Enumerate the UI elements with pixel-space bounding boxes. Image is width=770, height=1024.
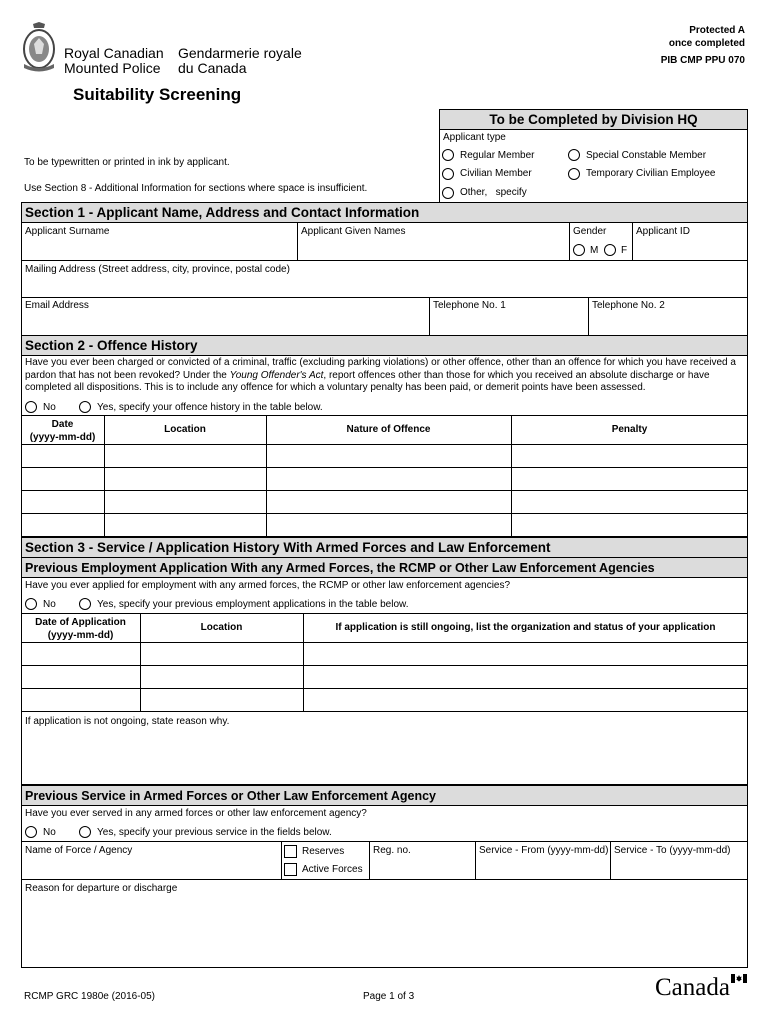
application-col-date-line2: (yyyy-mm-dd): [47, 630, 114, 641]
service-to-label: Service - To (yyyy-mm-dd): [614, 845, 731, 856]
intro-line2: Use Section 8 - Additional Information for sections where space is insufficient.: [24, 183, 368, 194]
special-constable-radio[interactable]: [568, 149, 580, 161]
surname-label: Applicant Surname: [25, 226, 110, 237]
section3-header: [21, 537, 748, 557]
protected-marking: [669, 24, 745, 50]
force-name-label: Name of Force / Agency: [25, 845, 133, 856]
force-name-input[interactable]: [22, 857, 280, 878]
section2-title: Section 2 - Offence History: [25, 338, 198, 353]
civilian-member-radio[interactable]: [442, 168, 454, 180]
regular-member-radio[interactable]: [442, 149, 454, 161]
section3-title: Section 3 - Service / Application History With Armed Forces and Law Enforcement: [25, 540, 551, 555]
protected-line1: Protected A: [689, 25, 745, 36]
offence-question-a: Have you ever been charged or convicted of a criminal, traffic (excluding parking violations) or other offence, other than an offence for which you have received a pardon that has not been revoked? Under the: [25, 357, 736, 381]
offence-yes-radio[interactable]: [79, 401, 91, 413]
not-ongoing-label: If application is not ongoing, state reason why.: [25, 716, 230, 727]
form-id: RCMP GRC 1980e (2016-05): [24, 991, 155, 1002]
gender-f-label: F: [621, 245, 628, 256]
applicant-id-input[interactable]: [633, 238, 747, 259]
regular-member-label: Regular Member: [460, 150, 535, 161]
temp-civilian-label: Temporary Civilian Employee: [586, 168, 716, 179]
service-yes-label: Yes, specify your previous service in the fields below.: [97, 827, 332, 838]
org-name-en-line1: Royal Canadian: [64, 45, 164, 61]
division-hq-title: To be Completed by Division HQ: [489, 112, 698, 127]
mailing-address-input[interactable]: [22, 276, 747, 296]
section3-sub1-header: [21, 557, 748, 577]
reserves-label: Reserves: [302, 846, 345, 857]
application-yes-label: Yes, specify your previous employment applications in the table below.: [97, 599, 409, 610]
canada-wordmark-text: Canada: [655, 974, 730, 1001]
application-yes-radio[interactable]: [79, 598, 91, 610]
offence-col-location: Location: [164, 424, 206, 435]
reserves-checkbox[interactable]: [284, 845, 297, 858]
offence-no-label: No: [43, 402, 56, 413]
application-no-label: No: [43, 599, 56, 610]
other-radio[interactable]: [442, 187, 454, 199]
service-to-input[interactable]: [611, 857, 747, 878]
offence-yes-label: Yes, specify your offence history in the table below.: [97, 402, 323, 413]
section2-header: [21, 335, 748, 355]
page-number: Page 1 of 3: [363, 991, 415, 1002]
telephone1-input[interactable]: [430, 312, 587, 336]
gender-m-label: M: [590, 245, 599, 256]
offence-question: [25, 357, 745, 395]
not-ongoing-input[interactable]: [22, 728, 747, 784]
offence-col-date-line2: (yyyy-mm-dd): [29, 432, 96, 443]
other-label: Other, specify: [460, 187, 527, 198]
applicant-id-label: Applicant ID: [636, 226, 690, 237]
surname-input[interactable]: [22, 238, 296, 259]
org-name-fr-line1: Gendarmerie royale: [178, 45, 302, 61]
temp-civilian-radio[interactable]: [568, 168, 580, 180]
canada-wordmark: [655, 974, 730, 1002]
division-hq-header: [439, 109, 748, 129]
service-from-input[interactable]: [476, 857, 609, 878]
active-forces-checkbox[interactable]: [284, 863, 297, 876]
given-names-input[interactable]: [298, 238, 568, 259]
telephone2-input[interactable]: [589, 312, 747, 336]
offence-table-body[interactable]: [22, 445, 747, 536]
given-names-label: Applicant Given Names: [301, 226, 406, 237]
telephone1-label: Telephone No. 1: [433, 300, 506, 311]
email-label: Email Address: [25, 300, 89, 311]
civilian-member-label: Civilian Member: [460, 168, 532, 179]
service-from-label: Service - From (yyyy-mm-dd): [479, 845, 609, 856]
section3-sub2-header: [21, 785, 748, 805]
reg-no-label: Reg. no.: [373, 845, 411, 856]
offence-question-b: , report offences other than those for which you received an absolute discharge or have completed all dispositions. This is to include any offence for which a voluntary penalty has been paid, or demerit points have been assessed.: [25, 369, 710, 393]
departure-input[interactable]: [22, 895, 747, 967]
offence-col-date: [21, 418, 104, 444]
protected-line2: once completed: [668, 38, 745, 49]
reg-no-input[interactable]: [370, 857, 474, 878]
offence-question-italic: Young Offender's Act: [229, 369, 324, 381]
offence-col-penalty: Penalty: [611, 424, 648, 435]
telephone2-label: Telephone No. 2: [592, 300, 665, 311]
special-constable-label: Special Constable Member: [586, 150, 707, 161]
section3-sub2-title: Previous Service in Armed Forces or Other Law Enforcement Agency: [25, 789, 437, 803]
service-no-label: No: [43, 827, 56, 838]
active-forces-label: Active Forces: [302, 864, 363, 875]
applicant-type-label: Applicant type: [443, 132, 506, 143]
application-col-date-line1: Date of Application: [35, 617, 126, 628]
sub1-question: Have you ever applied for employment with any armed forces, the RCMP or other law enforcement agencies?: [25, 580, 511, 591]
application-col-location: Location: [200, 622, 243, 633]
application-no-radio[interactable]: [25, 598, 37, 610]
offence-no-radio[interactable]: [25, 401, 37, 413]
service-yes-radio[interactable]: [79, 826, 91, 838]
departure-label: Reason for departure or discharge: [25, 883, 178, 894]
application-table-body[interactable]: [22, 643, 747, 710]
section1-title: Section 1 - Applicant Name, Address and Contact Information: [25, 205, 420, 220]
offence-col-nature: Nature of Offence: [346, 424, 431, 435]
service-no-radio[interactable]: [25, 826, 37, 838]
application-col-status: If application is still ongoing, list the organization and status of your application: [335, 622, 716, 633]
email-input[interactable]: [22, 312, 428, 336]
rcmp-crest-icon: [20, 22, 58, 74]
mailing-address-label: Mailing Address (Street address, city, province, postal code): [25, 264, 290, 275]
gender-m-radio[interactable]: [573, 244, 585, 256]
intro-line1: To be typewritten or printed in ink by applicant.: [24, 157, 230, 168]
section3-sub1-title: Previous Employment Application With any Armed Forces, the RCMP or Other Law Enforcement Agencies: [25, 561, 655, 575]
gender-f-radio[interactable]: [604, 244, 616, 256]
canada-flag-icon: [731, 974, 747, 983]
org-name-fr-line2: du Canada: [178, 60, 247, 76]
pib-code: PIB CMP PPU 070: [660, 55, 745, 66]
gender-label: Gender: [573, 226, 607, 237]
application-col-date: [21, 616, 140, 642]
org-name-en-line2: Mounted Police: [64, 60, 161, 76]
page-title: Suitability Screening: [73, 85, 242, 104]
sub2-question: Have you ever served in any armed forces or other law enforcement agency?: [25, 808, 367, 819]
section1-header: [21, 202, 748, 222]
offence-col-date-line1: Date: [51, 419, 74, 430]
